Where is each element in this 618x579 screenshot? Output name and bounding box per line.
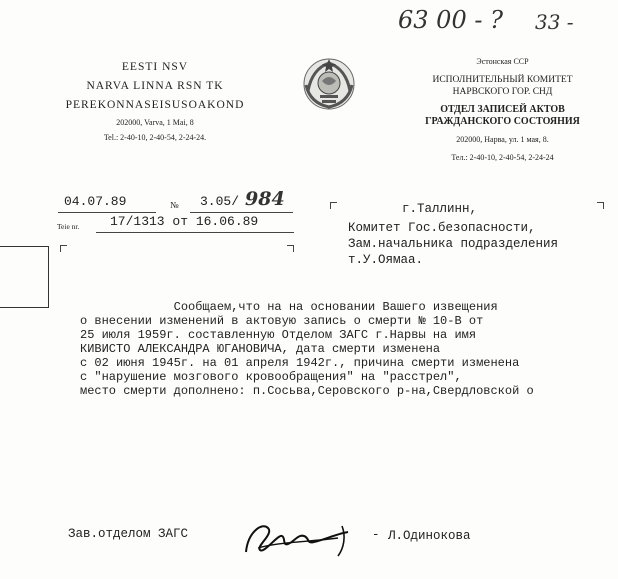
handwritten-note-right: 33 - <box>535 10 574 34</box>
body-line-2: о внесении изменений в актовую запись о смерти № 10-В от <box>80 314 484 328</box>
header-left-line1: EESTI NSV <box>121 61 189 73</box>
signature-dash: - <box>372 528 380 542</box>
recipient-line2: Зам.начальника подразделения <box>348 237 559 251</box>
body-line-1: Сообщаем,что на на основании Вашего извещения <box>80 300 498 314</box>
signature-name: Л.Одинокова <box>388 529 471 543</box>
body-line-3: 25 июля 1959г. составленную Отделом ЗАГС г.Нарвы на имя <box>80 328 477 342</box>
teie-value: 17/1313 от 16.06.89 <box>110 214 259 229</box>
header-right-line5: ГРАЖДАНСКОГО СОСТОЯНИЯ <box>425 116 580 127</box>
ref-number-label: № <box>170 200 179 210</box>
corner-mark-mid-left <box>60 245 67 252</box>
ref-number-field <box>190 188 293 213</box>
recipient-line1: Комитет Гос.безопасности, <box>348 221 536 235</box>
header-left-address: 202000, Varva, 1 Mai, 8 <box>116 118 194 127</box>
header-left-phone: Tel.: 2-40-10, 2-40-54, 2-24-24. <box>103 133 207 142</box>
header-right-line1: Эстонская ССР <box>476 57 529 66</box>
recipient-city: г.Таллинн, <box>402 202 478 216</box>
teie-label: Teie nr. <box>57 222 80 231</box>
header-left-line3: PEREKONNASEISUSOAKOND <box>65 99 245 111</box>
corner-mark-top-left <box>330 202 337 209</box>
handwritten-note-left: 63 00 - ? <box>398 6 503 34</box>
header-right-address: 202000, Нарва, ул. 1 мая, 8. <box>456 135 549 144</box>
ref-number-typed: 3.05/ <box>200 194 240 209</box>
body-line-5: с 02 июня 1945г. на 01 апреля 1942г., причина смерти изменена <box>80 356 520 370</box>
header-right-line4: ОТДЕЛ ЗАПИСЕЙ АКТОВ <box>440 104 565 115</box>
coat-of-arms-emblem <box>300 55 358 113</box>
header-left <box>40 58 270 145</box>
header-right-line2: ИСПОЛНИТЕЛЬНЫЙ КОМИТЕТ <box>432 75 573 85</box>
date-field <box>58 194 156 213</box>
header-right-line3: НАРВСКОГО ГОР. СНД <box>452 87 553 97</box>
body-line-7: место смерти дополнено: п.Сосьва,Серовского р-на,Свердловской о <box>80 384 534 398</box>
ref-date: 04.07.89 <box>64 194 127 209</box>
header-left-line2: NARVA LINNA RSN TK <box>86 80 224 92</box>
recipient-line3: т.У.Оямаа. <box>348 253 424 267</box>
body-line-6: с "нарушение мозгового кровообращения" на "расстрел", <box>80 370 462 384</box>
handwritten-signature <box>238 512 368 562</box>
teie-field <box>96 214 294 233</box>
ref-number-handwritten: 984 <box>245 188 285 210</box>
header-right-phone: Тел.: 2-40-10, 2-40-54, 2-24-24 <box>451 153 554 162</box>
corner-mark-top-right <box>597 202 604 209</box>
header-right <box>385 56 618 164</box>
body-line-4: КИВИСТО АЛЕКСАНДРА ЮГАНОВИЧА, дата смерти изменена <box>80 342 441 356</box>
corner-mark-mid-right <box>287 245 294 252</box>
margin-box <box>0 246 49 308</box>
letter-body <box>80 300 618 398</box>
signature-title: Зав.отделом ЗАГС <box>68 527 189 541</box>
